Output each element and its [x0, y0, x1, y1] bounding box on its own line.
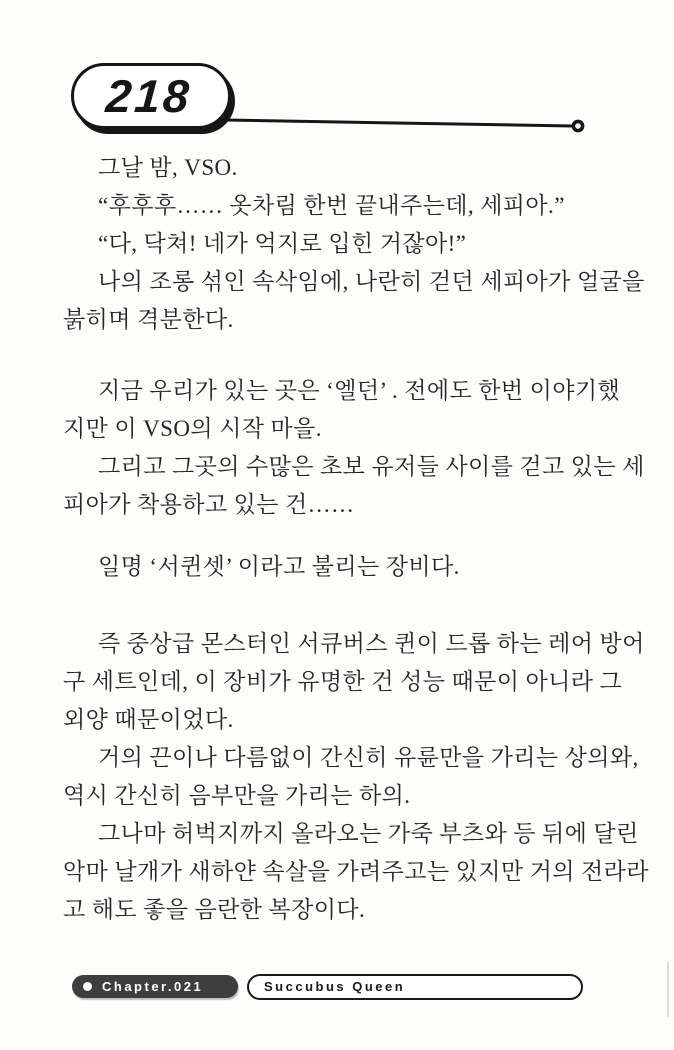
body-line: 지금 우리가 있는 곳은 ‘엘던’ . 전에도 한번 이야기했 [98, 378, 621, 403]
book-title: Succubus Queen [264, 979, 406, 994]
paragraph-gap [63, 586, 619, 625]
body-line: 즉 중상급 몬스터인 서큐버스 퀸이 드롭 하는 레어 방어 [98, 631, 645, 656]
header-rule-end-dot [573, 121, 582, 130]
body-line: 붉히며 격분한다. [63, 307, 234, 332]
chapter-badge [72, 975, 238, 998]
page-edge-artifact [667, 962, 669, 1017]
body-line: 일명 ‘서퀸셋’ 이라고 불리는 장비다. [98, 554, 460, 579]
body-line: 외양 때문이었다. [63, 707, 234, 732]
paragraph-gap [63, 524, 619, 548]
chapter-bullet-icon [83, 982, 92, 991]
body-line: 나의 조롱 섞인 속삭임에, 나란히 걷던 세피아가 얼굴을 [98, 269, 645, 294]
paragraph-gap [63, 339, 619, 372]
page-number: 218 [104, 70, 194, 122]
body-line: 피아가 착용하고 있는 건…… [63, 492, 355, 517]
body-line: 지만 이 VSO의 시작 마을. [63, 416, 322, 441]
body-line: “후후후…… 옷차림 한번 끝내주는데, 세피아.” [98, 193, 565, 218]
body-text [63, 149, 649, 929]
body-line: 역시 간신히 음부만을 가리는 하의. [63, 783, 411, 808]
book-title-box [247, 974, 583, 1000]
body-line: 거의 끈이나 다름없이 간신히 유륜만을 가리는 상의와, [98, 745, 639, 770]
body-line: 악마 날개가 새하얀 속살을 가려주고는 있지만 거의 전라라 [63, 859, 649, 884]
body-line: “다, 닥쳐! 네가 억지로 입힌 거잖아!” [98, 231, 467, 256]
header-rule-line [226, 110, 596, 140]
body-line: 구 세트인데, 이 장비가 유명한 건 성능 때문이 아니라 그 [63, 669, 623, 694]
body-line: 고 해도 좋을 음란한 복장이다. [63, 897, 366, 922]
body-line: 그리고 그곳의 수많은 초보 유저들 사이를 걷고 있는 세 [98, 454, 645, 479]
body-line: 그날 밤, VSO. [98, 155, 238, 180]
chapter-label: Chapter.021 [102, 978, 204, 994]
body-line: 그나마 허벅지까지 올라오는 가죽 부츠와 등 뒤에 달린 [98, 821, 639, 846]
page-number-badge [71, 63, 231, 129]
